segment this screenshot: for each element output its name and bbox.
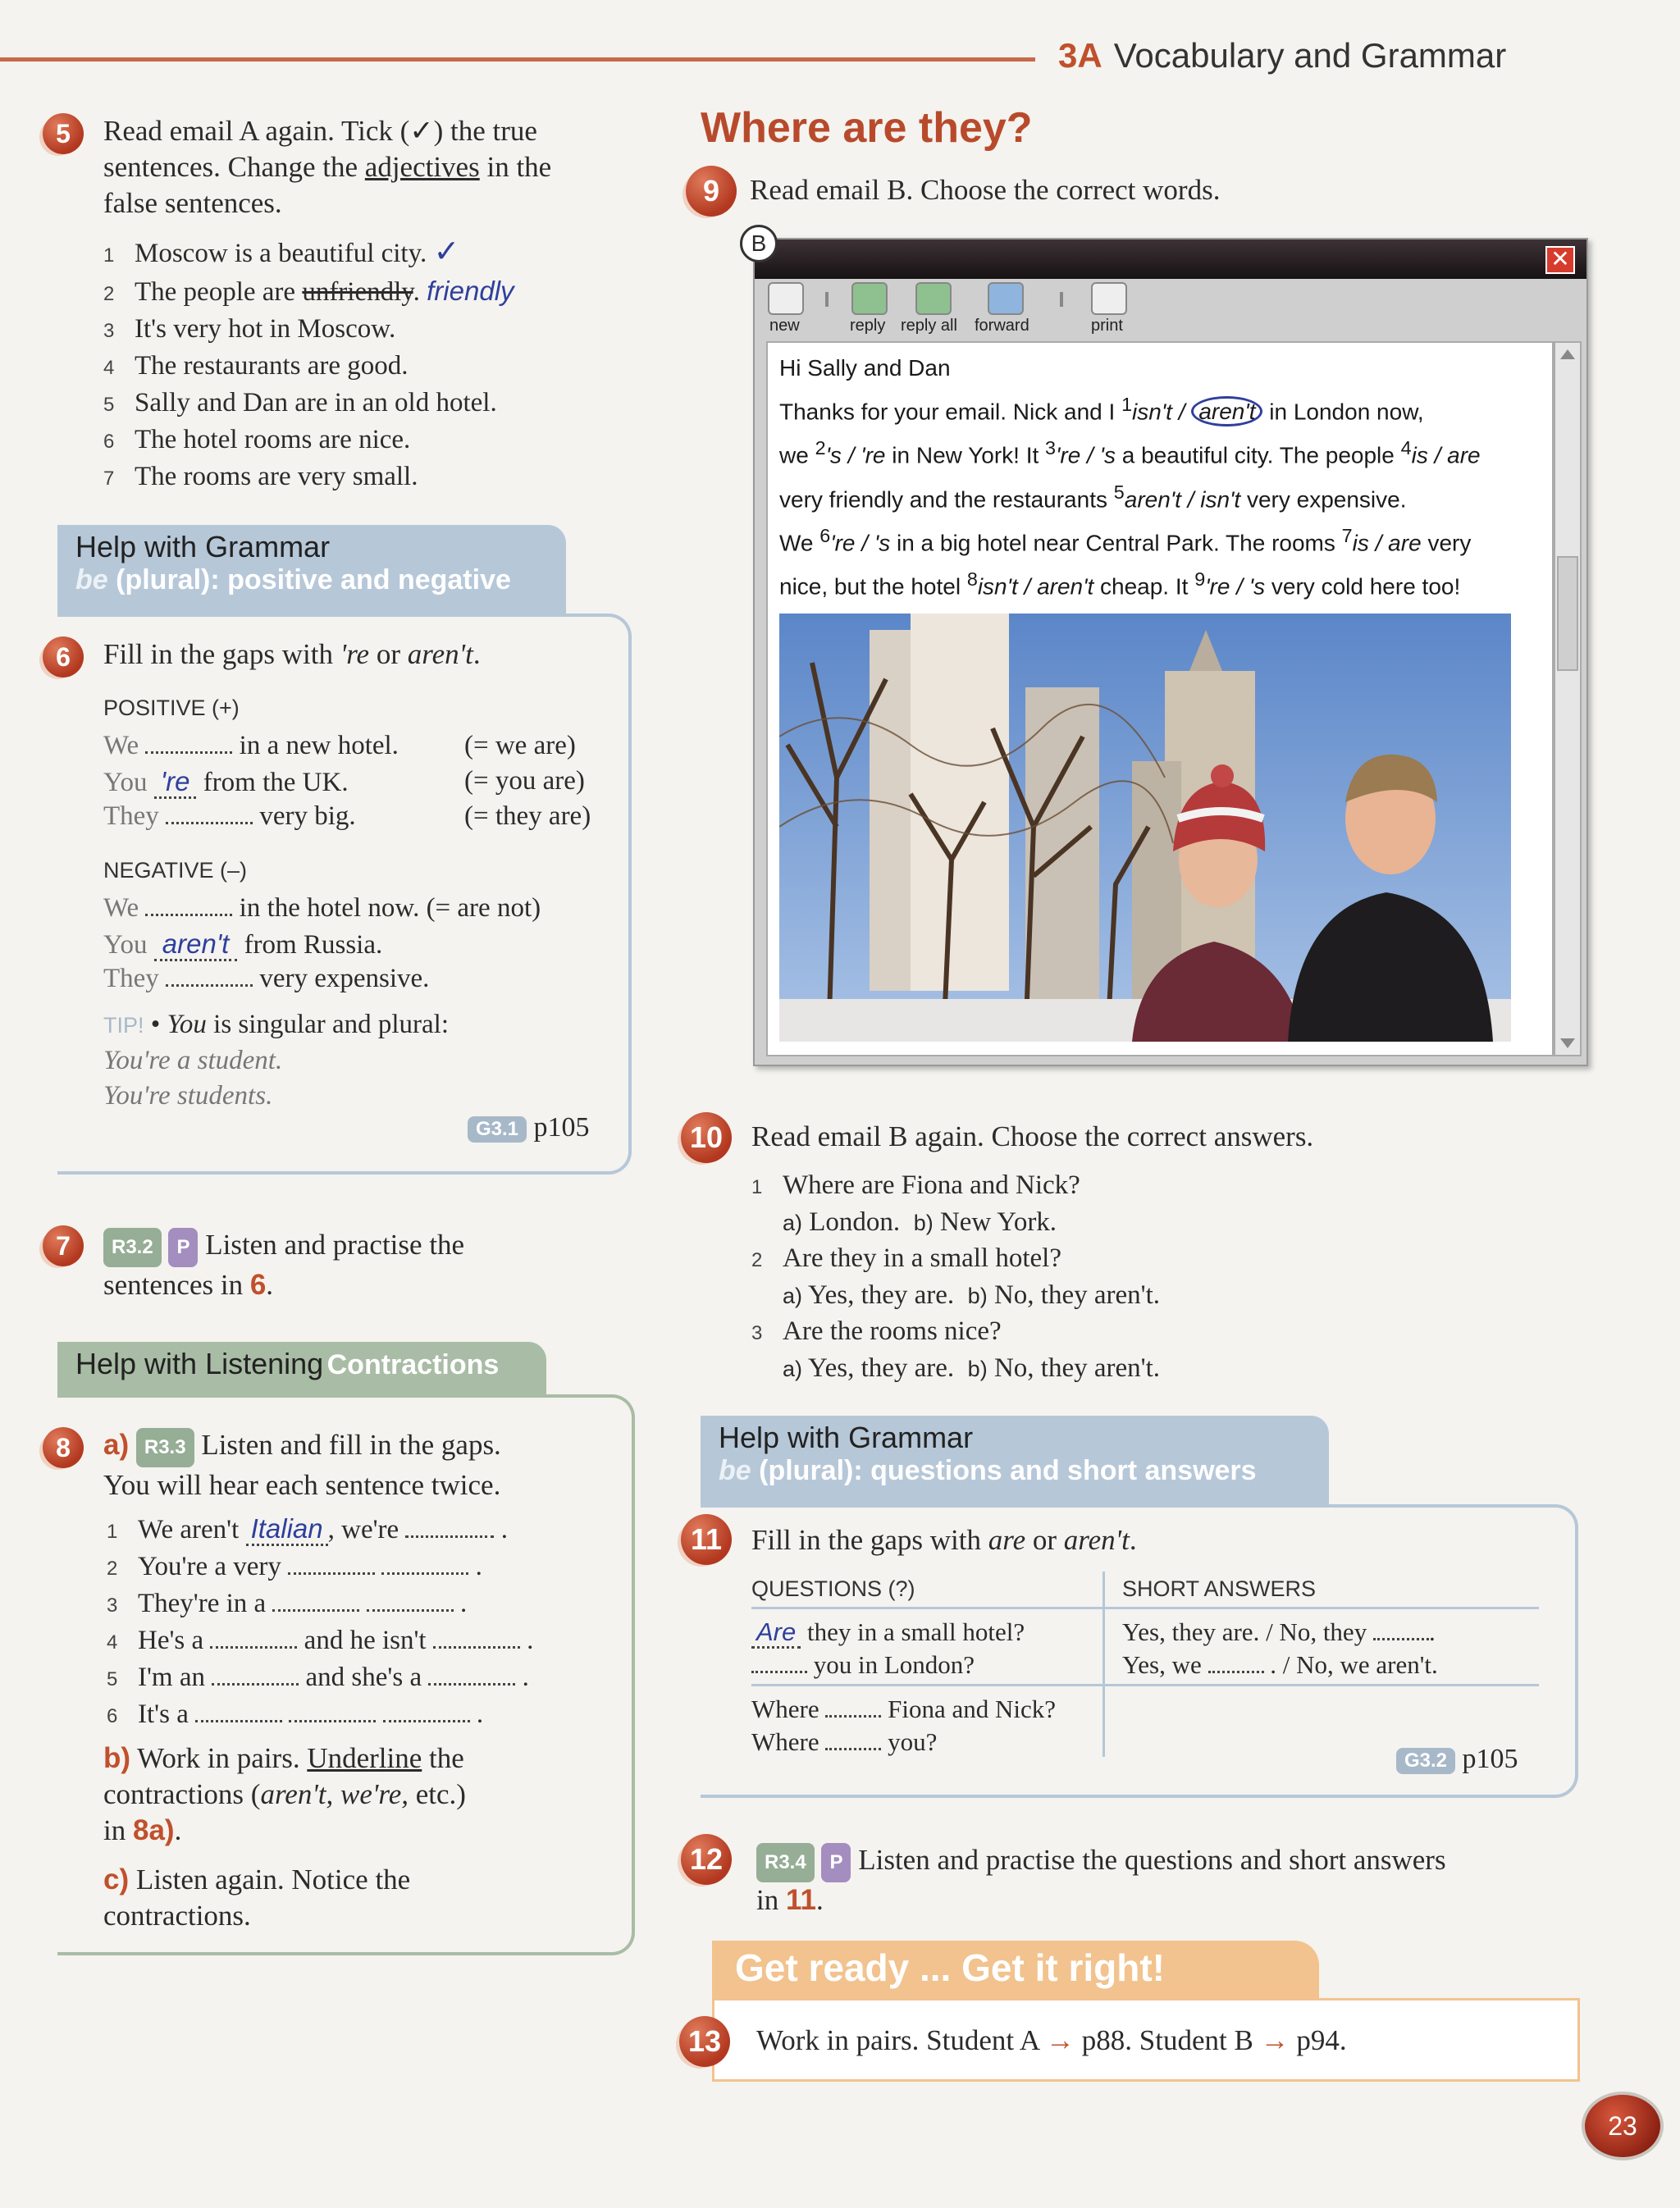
list-item: You aren't from Russia. (103, 928, 383, 960)
ex5-instruction: Read email A again. Tick (✓) the true sentences. Change the adjectives in the false sentences. (103, 115, 552, 219)
scroll-down-icon[interactable] (1560, 1038, 1575, 1048)
toolbar-print-label: print (1091, 317, 1123, 335)
exercise-number-6: 6 (43, 636, 84, 677)
list-item: We in a new hotel. (= we are) (103, 731, 576, 760)
list-item: 5 Sally and Dan are in an old hotel. (103, 388, 497, 417)
email-text: Hi Sally and Dan Thanks for your email. Nick and I $^1$isn't / aren't in London now, we $^2$'s / 're in New York! It $^3$'re / 's a beautiful city. The people $^4$is / are very friendly and the restaurants $^5$aren't / isn't very expensive. We $^6$'re / 's in a big hotel near Central Park. The rooms $^7$is / are very nice, but the hotel $^8$isn't / aren't cheap. It $^9$'re / 's very cold here too! (779, 355, 1481, 600)
ex12-instruction: R3.4 P Listen and practise the questions and short answers in 11. (756, 1844, 1446, 1916)
list-item: a) London. b) New York. (783, 1207, 1057, 1237)
exercise-number-5: 5 (43, 113, 84, 154)
list-item: They very big. (= they are) (103, 801, 591, 831)
reply-icon[interactable] (851, 282, 888, 315)
list-item: a) Yes, they are. b) No, they aren't. (783, 1353, 1160, 1383)
list-item: 6 The hotel rooms are nice. (103, 425, 411, 454)
window-titlebar (755, 240, 1586, 279)
answer-gap[interactable] (145, 893, 232, 916)
ex6-instruction: Fill in the gaps with 're or aren't. (103, 638, 481, 670)
negative-label: NEGATIVE (–) (103, 858, 248, 883)
scroll-thumb[interactable] (1557, 556, 1578, 671)
arrow-right-icon: → (1046, 2024, 1075, 2056)
toolbar-forward-label: forward (975, 317, 1029, 335)
help-grammar-tab-2: Help with Grammar be (plural): questions and short answers (701, 1416, 1329, 1506)
list-item: 1 Where are Fiona and Nick? (751, 1170, 1080, 1200)
list-item: a) Yes, they are. b) No, they aren't. (783, 1280, 1160, 1310)
toolbar-new-label: new (769, 317, 800, 335)
list-item: 4 He's a and he isn't . (107, 1626, 534, 1655)
list-item: 2 The people are unfriendly. friendly (103, 276, 514, 307)
table-row: Where Fiona and Nick? Where you? (751, 1695, 1056, 1756)
header-rule (0, 57, 1035, 62)
close-icon[interactable]: ✕ (1545, 246, 1575, 274)
tip: TIP! • You is singular and plural: You're a student. You're students. (103, 1010, 450, 1111)
list-item: 3 They're in a . (107, 1589, 468, 1618)
toolbar-reply-label: reply (850, 317, 886, 335)
list-item: 1 Moscow is a beautiful city. ✓ (103, 235, 460, 269)
list-item: 6 It's a . (107, 1699, 484, 1729)
list-item: 2 You're a very . (107, 1552, 482, 1581)
list-item: 5 I'm an and she's a . (107, 1663, 529, 1692)
grammar-ref-2[interactable]: G3.2 p105 (1396, 1744, 1518, 1775)
ex8b-instruction: b) Work in pairs. Underline the contractions (aren't, we're, etc.) in 8a). (103, 1742, 466, 1846)
ex7-instruction: R3.2 P Listen and practise the sentences in 6. (103, 1229, 465, 1301)
help-listening-tab: Help with Listening Contractions (57, 1342, 546, 1396)
list-item: You 're from the UK. (= you are) (103, 766, 585, 797)
email-window (753, 238, 1588, 1066)
answer-gap[interactable] (166, 964, 253, 987)
ex11-instruction: Fill in the gaps with are or aren't. (751, 1524, 1137, 1556)
positive-label: POSITIVE (+) (103, 696, 240, 720)
ex5-list (103, 235, 645, 496)
grammar-ref-1[interactable]: G3.1 p105 (468, 1112, 590, 1143)
list-item: We in the hotel now. (= are not) (103, 893, 541, 923)
qa-table (751, 1572, 1539, 1760)
new-icon[interactable] (768, 282, 804, 315)
answer-gap[interactable] (166, 801, 253, 824)
page-number: 23 (1582, 2092, 1664, 2160)
toolbar-reply-all-label: reply all (901, 317, 957, 335)
section-heading: Where are they? (701, 104, 1033, 152)
email-label: B (740, 225, 778, 262)
list-item: 4 The restaurants are good. (103, 351, 409, 381)
get-ready-instruction: Work in pairs. Student A → p88. Student B → p94. (756, 2024, 1347, 2056)
ex8-list (107, 1511, 632, 1734)
email-body (766, 341, 1554, 1056)
audio-badge: R3.2 (103, 1228, 162, 1267)
get-ready-heading: Get ready ... Get it right! (712, 1941, 1319, 2001)
arrow-right-icon: → (1260, 2024, 1290, 2056)
pronunciation-badge: P (821, 1843, 851, 1882)
col-short-answers: SHORT ANSWERS (1122, 1576, 1317, 1601)
scroll-up-icon[interactable] (1560, 349, 1575, 359)
exercise-number-9: 9 (686, 166, 737, 217)
table-row: Are they in a small hotel? you in London? Yes, they are. / No, they . Yes, we . / No, we aren't. (751, 1609, 1539, 1686)
ex10-list (751, 1168, 1490, 1387)
ex8a-instruction: a) R3.3 Listen and fill in the gaps. You will hear each sentence twice. (103, 1429, 501, 1501)
tick-mark: ✓ (433, 235, 460, 269)
pronunciation-badge: P (168, 1228, 198, 1267)
forward-icon[interactable] (988, 282, 1024, 315)
list-item: 7 The rooms are very small. (103, 462, 418, 491)
negative-list (103, 891, 628, 997)
list-item: They very expensive. (103, 964, 430, 993)
photo-central-park (779, 614, 1511, 1042)
photo-illustration (779, 614, 1511, 1042)
print-icon[interactable] (1091, 282, 1127, 315)
audio-badge: R3.4 (756, 1843, 815, 1882)
list-item: 2 Are they in a small hotel? (751, 1243, 1061, 1273)
help-grammar-tab-1: Help with Grammar be (plural): positive and negative (57, 525, 566, 615)
list-item: 3 It's very hot in Moscow. (103, 314, 396, 344)
unit-title: 3A Vocabulary and Grammar (1058, 36, 1507, 75)
email-scrollbar[interactable] (1554, 341, 1582, 1056)
exercise-number-11: 11 (681, 1514, 732, 1565)
exercise-number-12: 12 (681, 1834, 732, 1885)
toolbar-divider (1060, 292, 1063, 307)
ex10-instruction: Read email B again. Choose the correct answers. (751, 1120, 1314, 1152)
list-item: 3 Are the rooms nice? (751, 1316, 1002, 1346)
circled-answer: aren't (1191, 396, 1262, 427)
exercise-number-13: 13 (679, 2016, 730, 2067)
reply-all-icon[interactable] (915, 282, 952, 315)
col-questions: QUESTIONS (?) (751, 1576, 915, 1601)
ex8c-instruction: c) Listen again. Notice the contractions. (103, 1864, 411, 1932)
toolbar-divider (825, 292, 829, 307)
exercise-number-10: 10 (681, 1112, 732, 1163)
exercise-number-7: 7 (43, 1225, 84, 1266)
answer-gap[interactable] (145, 731, 232, 754)
exercise-number-8: 8 (43, 1427, 84, 1468)
list-item: 1 We aren't Italian , we're . (107, 1513, 508, 1544)
ex9-instruction: Read email B. Choose the correct words. (750, 174, 1221, 206)
positive-list (103, 728, 612, 834)
